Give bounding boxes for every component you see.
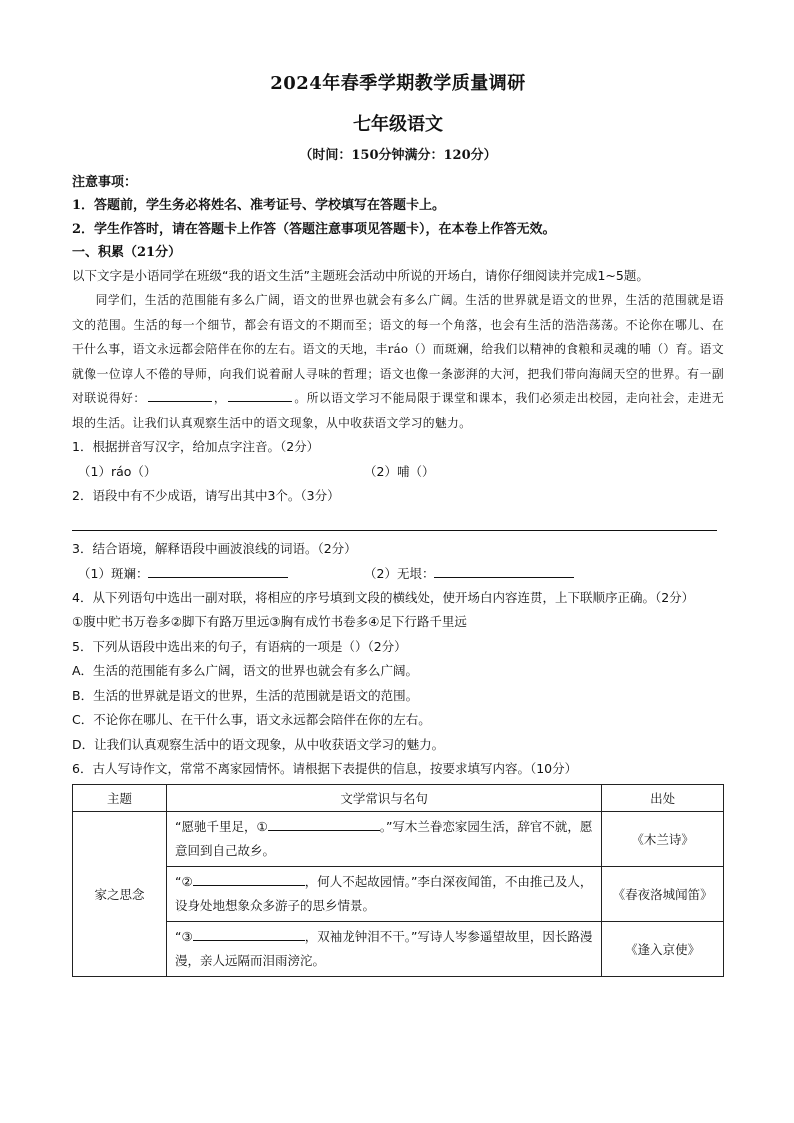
knowledge-cell bbox=[167, 866, 602, 921]
literature-table bbox=[72, 784, 724, 977]
q5-option[interactable]: C．不论你在哪儿、在干什么事，语文永远都会陪伴在你的左右。 bbox=[72, 712, 431, 727]
knowledge-cell bbox=[167, 811, 602, 866]
header-source: 出处 bbox=[602, 784, 724, 811]
knowledge-text: “愿驰千里足，① bbox=[175, 818, 268, 834]
question-3: 3．结合语境，解释语段中画波浪线的词语。（2分） bbox=[72, 541, 357, 556]
question-4-options: ①腹中贮书万卷多②脚下有路万里远③胸有成竹书卷多④足下行路千里远 bbox=[72, 614, 467, 629]
passage-separator: 。 bbox=[294, 391, 307, 405]
question-1: 1．根据拼音写汉字，给加点字注音。（2分） bbox=[72, 439, 320, 454]
q3-item-b bbox=[364, 562, 574, 586]
knowledge-text: ，双袖龙钟泪不干。”写诗人岑参遥望故里，因长路漫漫，亲人远隔而泪雨滂沱。 bbox=[175, 928, 593, 968]
q3-item-a bbox=[72, 562, 364, 586]
q3-blank-b[interactable] bbox=[434, 562, 574, 578]
notes-heading: 注意事项： bbox=[72, 175, 138, 190]
couplet-blank-2[interactable] bbox=[228, 387, 292, 402]
couplet-blank-1[interactable] bbox=[148, 387, 212, 402]
time-info: （时间：150分钟满分：120分） bbox=[299, 148, 497, 163]
section-heading: 一、积累（21分） bbox=[72, 245, 182, 260]
exam-subject: 七年级语文 bbox=[353, 114, 443, 135]
question-5: 5．下列从语段中选出来的句子，有语病的一项是（）（2分） bbox=[72, 638, 407, 654]
poem-blank-2[interactable] bbox=[193, 871, 305, 886]
exam-page bbox=[72, 70, 724, 977]
theme-cell: 家之思念 bbox=[73, 811, 167, 976]
table-row bbox=[73, 866, 724, 921]
q5-option[interactable]: D．让我们认真观察生活中的语文现象，从中收获语文学习的魅力。 bbox=[72, 736, 445, 752]
q5-option[interactable]: B．生活的世界就是语文的世界，生活的范围就是语文的范围。 bbox=[72, 687, 419, 703]
q1-blank-b[interactable]: （2）哺（） bbox=[364, 463, 435, 479]
note-item: 1．答题前，学生务必将姓名、准考证号、学校填写在答题卡上。 bbox=[72, 198, 446, 213]
passage-separator: ， bbox=[213, 391, 227, 405]
question-2: 2．语段中有不少成语，请写出其中3个。（3分） bbox=[72, 487, 340, 503]
knowledge-text: 。”写木兰眷恋家园生活，辞官不就，愿意回到自己故乡。 bbox=[175, 818, 593, 858]
exam-title: 2024年春季学期教学质量调研 bbox=[270, 73, 526, 94]
table-row bbox=[73, 921, 724, 976]
section-intro: 以下文字是小语同学在班级“我的语文生活”主题班会活动中所说的开场白，请你仔细阅读并完成1~5题。 bbox=[72, 268, 649, 283]
knowledge-text: ，何人不起故园情。”李白深夜闻笛，不由推己及人，设身处地想象众多游子的思乡情景。 bbox=[175, 873, 593, 913]
poem-blank-3[interactable] bbox=[193, 926, 305, 941]
question-4: 4．从下列语句中选出一副对联，将相应的序号填到文段的横线处，使开场白内容连贯，上下联顺序正确。（2分） bbox=[72, 589, 695, 605]
question-6: 6．古人写诗作文，常常不离家园情怀。请根据下表提供的信息，按要求填写内容。（10分） bbox=[72, 761, 578, 776]
source-cell: 《逢入京使》 bbox=[602, 921, 724, 976]
source-cell: 《春夜洛城闻笛》 bbox=[602, 866, 724, 921]
q3-label-a: （1）斑斓： bbox=[78, 565, 149, 581]
knowledge-text: “② bbox=[175, 873, 193, 889]
header-theme: 主题 bbox=[73, 784, 167, 811]
note-item: 2．学生作答时，请在答题卡上作答（答题注意事项见答题卡），在本卷上作答无效。 bbox=[72, 222, 556, 237]
poem-blank-1[interactable] bbox=[268, 816, 380, 831]
table-header-row bbox=[73, 784, 724, 811]
table-row bbox=[73, 811, 724, 866]
q2-answer-line[interactable] bbox=[72, 508, 717, 531]
q3-label-b: （2）无垠： bbox=[364, 565, 435, 581]
header-knowledge: 文学常识与名句 bbox=[167, 784, 602, 811]
q1-blank-a[interactable]: （1）ráo（） bbox=[78, 463, 157, 479]
q5-option[interactable]: A．生活的范围能有多么广阔，语文的世界也就会有多么广阔。 bbox=[72, 663, 419, 678]
q3-blank-a[interactable] bbox=[148, 562, 288, 578]
passage-text: 同学们，生活的范围能有多么广阔，语文的世界也就会有多么广阔。生活的世界就是语文的世界，生活的范围就是语文的范围。生活的每一个细节，都会有语文的不期而至；语文的每一个角落，也会有生活的浩浩荡荡。不论你在哪儿、在干什么事，语文永远都会陪伴在你的左右。语文的天地，丰ráo（）而斑斓，给我们以精神的食粮和灵魂的哺（）育。语文就像一位谆人不倦的导师，向我们说着耐人寻味的哲理；语文也像一条澎湃的大河，把我们带向海阔天空的世界。有一副对联说得好： bbox=[72, 293, 724, 405]
question-1-answers bbox=[72, 460, 724, 484]
source-cell: 《木兰诗》 bbox=[602, 811, 724, 866]
knowledge-cell bbox=[167, 921, 602, 976]
knowledge-text: “③ bbox=[175, 928, 193, 944]
passage-text: 所以语文学习不能局限于课堂和课本，我们必须走出校园，走向社会，走进无垠的生活。让我们认真观察生活中的语文现象，从中收获语文学习的魅力。 bbox=[72, 391, 724, 430]
question-3-answers bbox=[72, 562, 724, 586]
reading-passage bbox=[72, 288, 724, 435]
